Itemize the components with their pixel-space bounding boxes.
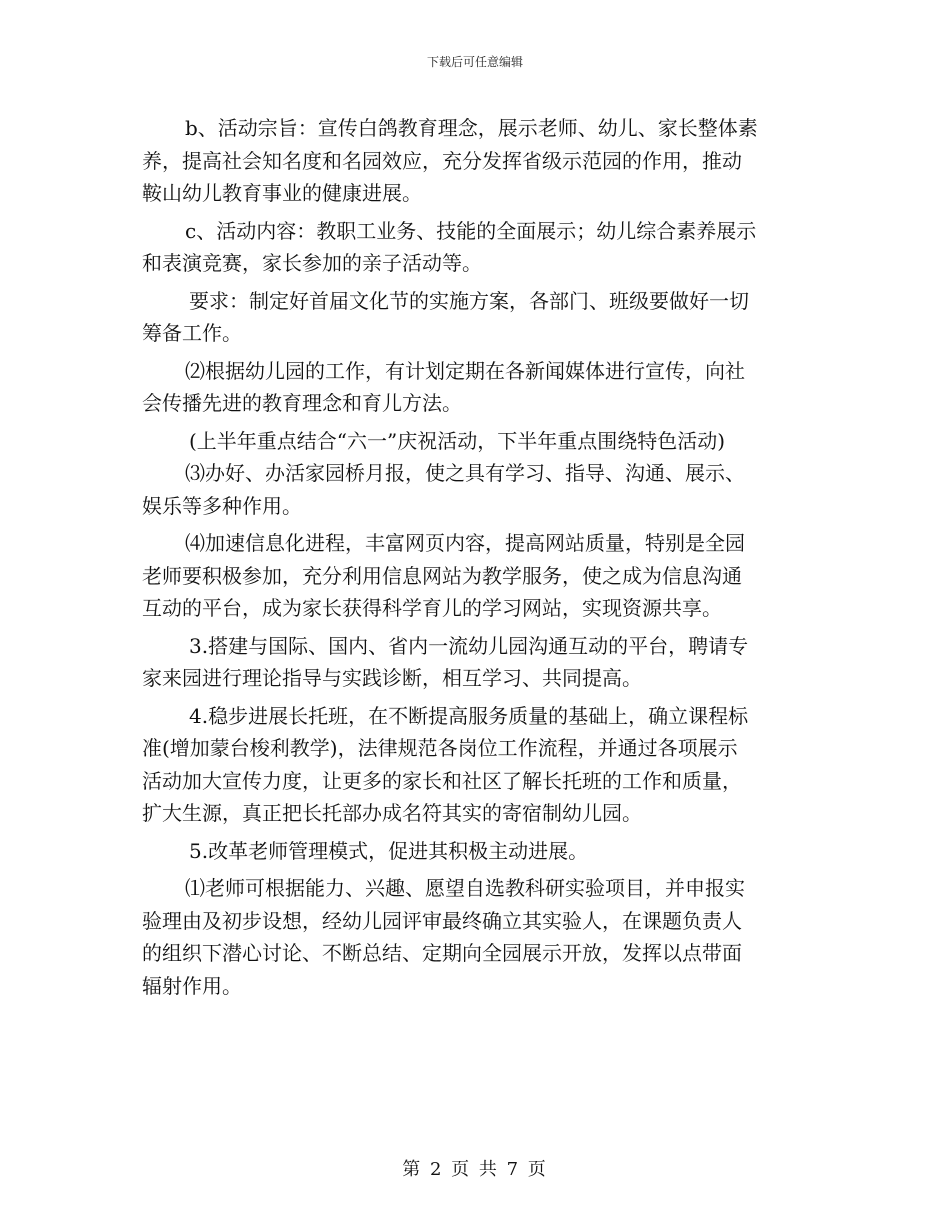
- paragraph-line: 要求：制定好首届文化节的实施方案，各部门、班级要做好一切: [189, 288, 749, 313]
- paragraph-line: 老师要积极参加，充分利用信息网站为教学服务，使之成为信息沟通: [142, 563, 742, 588]
- paragraph-line: 筹备工作。: [142, 321, 242, 345]
- paragraph-line: (上半年重点结合“六一”庆祝活动，下半年重点围绕特色活动): [189, 428, 726, 453]
- paragraph-line: 会传播先进的教育理念和育儿方法。: [142, 391, 462, 415]
- paragraph-line: 扩大生源，真正把长托部办成名符其实的寄宿制幼儿园。: [142, 801, 642, 825]
- paragraph-line: 验理由及初步设想，经幼儿园评审最终确立其实验人，在课题负责人: [142, 908, 742, 933]
- paragraph-line: 4.稳步进展长托班，在不断提高服务质量的基础上，确立课程标: [189, 703, 749, 728]
- paragraph-line: 辐射作用。: [142, 973, 242, 998]
- paragraph-line: 互动的平台，成为家长获得科学育儿的学习网站，实现资源共享。: [142, 596, 722, 620]
- paragraph-line: 活动加大宣传力度，让更多的家长和社区了解长托班的工作和质量，: [142, 768, 742, 793]
- paragraph-line: 家来园进行理论指导与实践诊断，相互学习、共同提高。: [142, 666, 642, 690]
- paragraph-line: 鞍山幼儿教育事业的健康进展。: [142, 181, 422, 205]
- paragraph-line: 5.改革老师管理模式，促进其积极主动进展。: [189, 838, 589, 863]
- paragraph-line: 的组织下潜心讨论、不断总结、定期向全园展示开放，发挥以点带面: [142, 941, 742, 965]
- page-header: 下载后可任意编辑: [426, 55, 523, 69]
- paragraph-line: ⑶办好、办活家园桥月报，使之具有学习、指导、沟通、展示、: [185, 461, 745, 485]
- paragraph-line: 3.搭建与国际、国内、省内一流幼儿园沟通互动的平台，聘请专: [189, 633, 749, 658]
- paragraph-line: ⑴老师可根据能力、兴趣、愿望自选教科研实验项目，并申报实: [185, 876, 745, 900]
- page-footer: 第 2 页 共 7 页: [402, 1159, 548, 1180]
- paragraph-line: ⑷加速信息化进程，丰富网页内容，提高网站质量，特别是全园: [185, 531, 745, 555]
- document-body: [142, 112, 812, 1002]
- paragraph-line: 娱乐等多种作用。: [142, 493, 302, 518]
- paragraph-line: b、活动宗旨：宣传白鸽教育理念，展示老师、幼儿、家长整体素: [185, 116, 758, 140]
- paragraph-line: 和表演竞赛，家长参加的亲子活动等。: [142, 251, 482, 275]
- paragraph-line: 养，提高社会知名度和名园效应，充分发挥省级示范园的作用，推动: [142, 148, 742, 173]
- paragraph-line: 准(增加蒙台梭利教学)，法律规范各岗位工作流程，并通过各项展示: [142, 736, 738, 760]
- paragraph-line: ⑵根据幼儿园的工作，有计划定期在各新闻媒体进行宣传，向社: [185, 358, 745, 383]
- paragraph-line: c、活动内容：教职工业务、技能的全面展示；幼儿综合素养展示: [185, 218, 757, 243]
